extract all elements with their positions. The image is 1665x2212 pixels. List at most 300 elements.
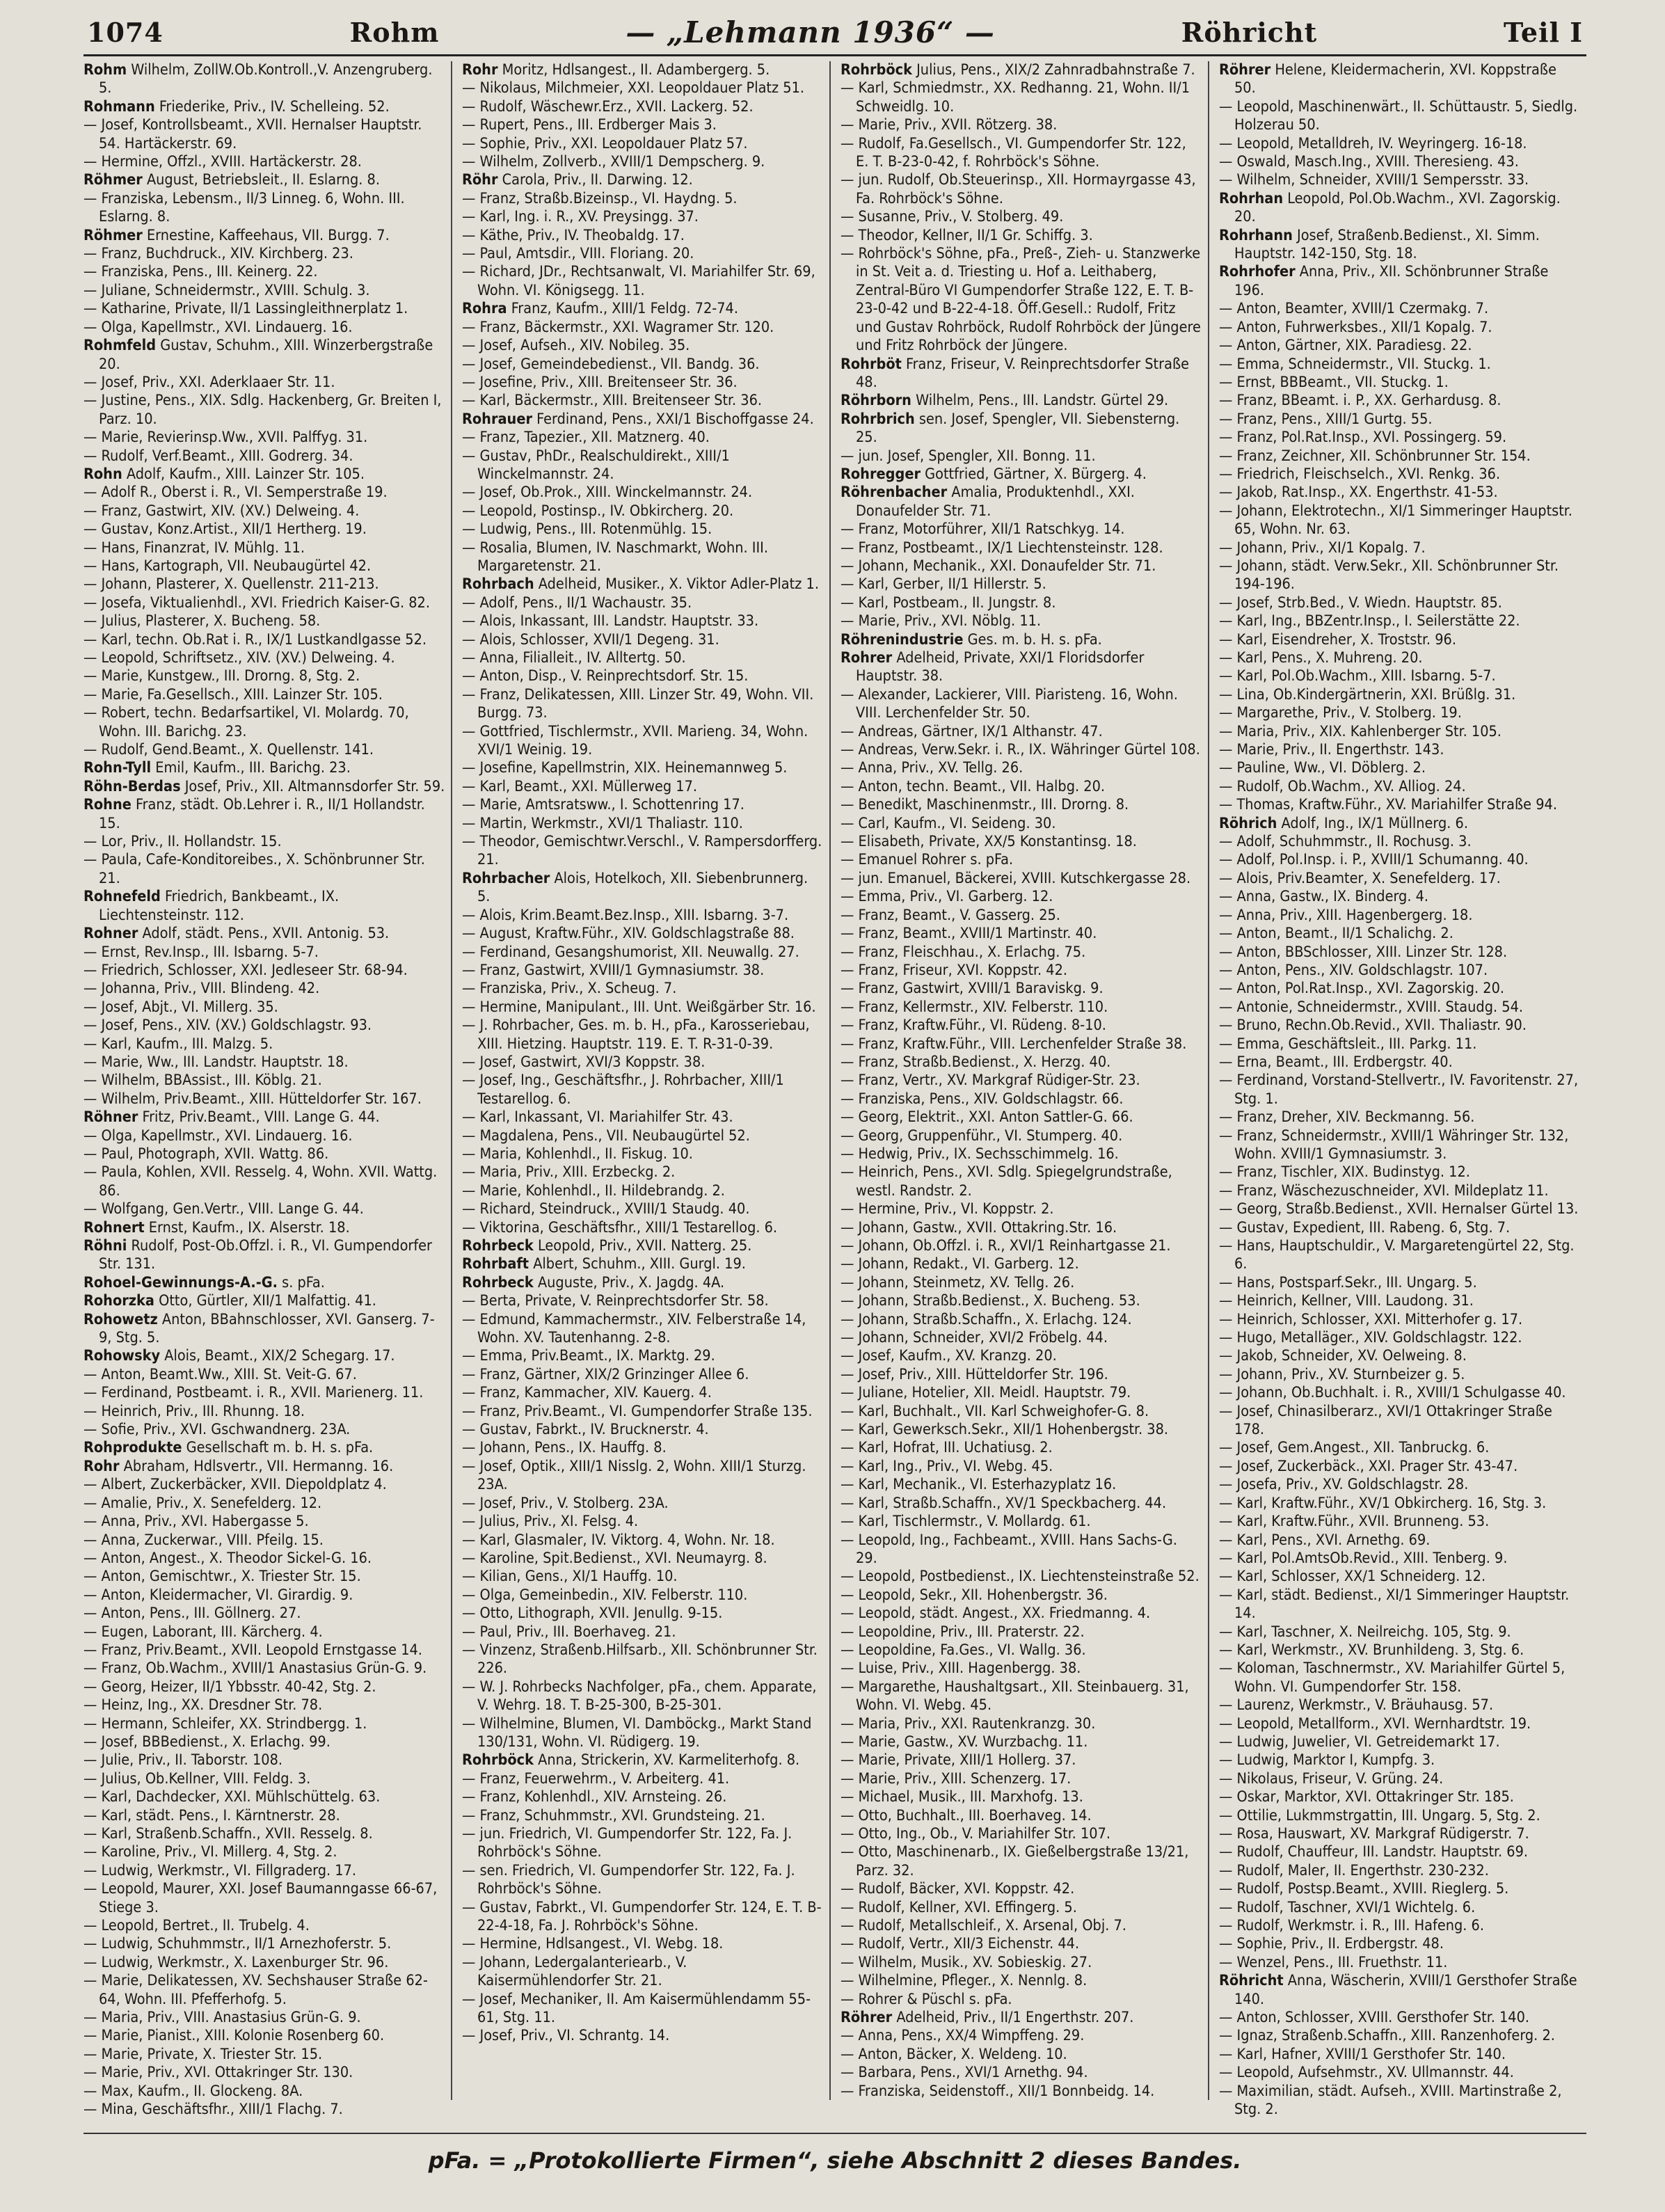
- directory-entry: Röhr Carola, Priv., II. Darwing. 12.: [462, 171, 693, 189]
- directory-entry: — Luise, Priv., XIII. Hagenbergg. 38.: [841, 1660, 1081, 1678]
- directory-entry: — Anton, Fuhrwerksbes., XII/1 Kopalg. 7.: [1219, 318, 1492, 336]
- directory-entry: — Franziska, Priv., X. Scheug. 7.: [462, 980, 677, 998]
- directory-entry: — Ludwig, Werkmstr., VI. Fillgraderg. 17.: [83, 1861, 357, 1879]
- directory-entry: — Marie, Priv., XIII. Schenzerg. 17.: [841, 1769, 1072, 1788]
- directory-entry: — Richard, Steindruck., XVIII/1 Staudg. 40.: [462, 1200, 750, 1218]
- directory-entry: — Maria, Priv., XXI. Rautenkranzg. 30.: [841, 1714, 1096, 1733]
- directory-entry: — Franz, Gastwirt, XIV. (XV.) Delweing. 4.: [83, 502, 360, 520]
- directory-entry: — Hermine, Hdlsangest., VI. Webg. 18.: [462, 1935, 724, 1953]
- directory-entry: — Theodor, Gemischtwr.Verschl., V. Rampersdorfferg. 21.: [462, 833, 827, 869]
- directory-entry: — Josef, Abjt., VI. Millerg. 35.: [83, 998, 278, 1016]
- directory-entry: — Barbara, Pens., XVI/1 Arnethg. 94.: [841, 2064, 1088, 2082]
- directory-entry: — Karl, Hafner, XVIII/1 Gersthofer Str. 140.: [1219, 2045, 1506, 2063]
- directory-entry: — Karl, Ing., BBZentr.Insp., I. Seilerstätte 22.: [1219, 612, 1520, 630]
- directory-entry: Rohrböck Julius, Pens., XIX/2 Zahnradbahnstraße 7.: [841, 61, 1195, 79]
- directory-entry: — Anton, Kleidermacher, VI. Girardig. 9.: [83, 1586, 353, 1604]
- directory-entry: — Franz, Pens., XIII/1 Gurtg. 55.: [1219, 410, 1433, 428]
- directory-entry: — Anton, Gärtner, XIX. Paradiesg. 22.: [1219, 337, 1472, 355]
- directory-entry: — Karl, Buchhalt., VII. Karl Schweighofer-G. 8.: [841, 1402, 1149, 1420]
- directory-entry: — Ludwig, Juwelier, VI. Getreidemarkt 17.: [1219, 1733, 1500, 1751]
- directory-entry: — Josefa, Priv., XV. Goldschlagstr. 28.: [1219, 1476, 1469, 1494]
- column-3: [841, 61, 1209, 2100]
- directory-entry: — Leopold, Bertret., II. Trubelg. 4.: [83, 1917, 310, 1935]
- directory-entry: — Sofie, Priv., XVI. Gschwandnerg. 23A.: [83, 1421, 351, 1439]
- directory-entry: — Josef, Priv., VI. Schrantg. 14.: [462, 2027, 670, 2045]
- directory-entry: — Josef, Optik., XIII/1 Nisslg. 2, Wohn. XIII/1 Sturzg. 23A.: [462, 1457, 811, 1494]
- directory-entry: — Ludwig, Schuhmmstr., II/1 Arnezhoferstr. 5.: [83, 1935, 392, 1953]
- directory-entry: — Karl, Mechanik., VI. Esterhazyplatz 16.: [841, 1476, 1117, 1494]
- directory-entry: — Franz, Buchdruck., XIV. Kirchberg. 23.: [83, 245, 353, 263]
- directory-entry: — Johann, Steinmetz, XV. Tellg. 26.: [841, 1273, 1075, 1291]
- directory-entry: — Bruno, Rechn.Ob.Revid., XVII. Thaliastr. 90.: [1219, 1017, 1527, 1035]
- directory-entry: — Julius, Plasterer, X. Bucheng. 58.: [83, 612, 321, 630]
- directory-entry: — Marie, Kohlenhdl., II. Hildebrandg. 2.: [462, 1181, 725, 1200]
- directory-columns: [83, 61, 1586, 2119]
- directory-entry: — Rudolf, Gend.Beamt., X. Quellenstr. 141.: [83, 741, 374, 759]
- header-right-word: Röhricht: [1181, 16, 1318, 48]
- directory-entry: — Wolfgang, Gen.Vertr., VIII. Lange G. 44.: [83, 1200, 364, 1218]
- directory-entry: — Jakob, Rat.Insp., XX. Engerthstr. 41-53.: [1219, 484, 1498, 502]
- page-header: [87, 14, 1583, 50]
- footer-note: pFa. = „Protokollierte Firmen“, siehe Abschnitt 2 dieses Bandes.: [428, 2147, 1242, 2174]
- directory-entry: — Josefine, Priv., XIII. Breitenseer Str. 36.: [462, 373, 738, 391]
- directory-entry: — Rupert, Pens., III. Erdberger Mais 3.: [462, 116, 717, 134]
- directory-entry: — Franz, Priv.Beamt., XVII. Leopold Ernstgasse 14.: [83, 1641, 422, 1659]
- directory-entry: — Rudolf, Verf.Beamt., XIII. Godrerg. 34.: [83, 447, 353, 465]
- directory-entry: — Emma, Geschäftsleit., III. Parkg. 11.: [1219, 1035, 1477, 1053]
- directory-entry: — Rudolf, Ob.Wachm., XV. Alliog. 24.: [1219, 777, 1466, 795]
- directory-entry: — Benedikt, Maschinenmstr., III. Drorng. 8.: [841, 796, 1129, 814]
- directory-entry: Rohorzka Otto, Gürtler, XII/1 Malfattig. 41.: [83, 1292, 376, 1310]
- directory-entry: — Karl, Straßenb.Schaffn., XVII. Resselg. 8.: [83, 1825, 373, 1843]
- directory-entry: — Alois, Schlosser, XVII/1 Degeng. 31.: [462, 630, 719, 649]
- directory-entry: Rohra Franz, Kaufm., XIII/1 Feldg. 72-74.: [462, 300, 738, 318]
- directory-entry: — Karl, Ing., Priv., VI. Webg. 45.: [841, 1457, 1053, 1475]
- section-label: Teil I: [1504, 16, 1583, 48]
- directory-entry: — Margarethe, Priv., V. Stolberg. 19.: [1219, 704, 1462, 722]
- directory-entry: — Franz, Tischler, XIX. Budinstyg. 12.: [1219, 1163, 1470, 1181]
- directory-entry: — Rudolf, Vertr., XII/3 Eichenstr. 44.: [841, 1935, 1080, 1953]
- directory-entry: — Franz, Straßb.Bizeinsp., VI. Haydng. 5.: [462, 189, 738, 207]
- directory-entry: — Rudolf, Taschner, XVI/1 Wichtelg. 6.: [1219, 1898, 1476, 1916]
- directory-entry: — Marie, Priv., II. Engerthstr. 143.: [1219, 741, 1444, 759]
- directory-entry: — Karl, Bäckermstr., XIII. Breitenseer Str. 36.: [462, 392, 763, 410]
- directory-entry: — Rudolf, Fa.Gesellsch., VI. Gumpendorfer Str. 122, E. T. B-23-0-42, f. Rohrböck's Söhne.: [841, 134, 1190, 171]
- directory-entry: — Josef, Priv., XIII. Hütteldorfer Str. 196.: [841, 1365, 1108, 1383]
- directory-entry: Rohnefeld Friedrich, Bankbeamt., IX. Liechtensteinstr. 112.: [83, 888, 344, 924]
- directory-entry: Rohr Moritz, Hdlsangest., II. Adambergerg. 5.: [462, 61, 770, 79]
- directory-entry: — Viktorina, Geschäftsfhr., XIII/1 Testarellog. 6.: [462, 1218, 778, 1236]
- directory-entry: — Rudolf, Postsp.Beamt., XVIII. Rieglerg. 5.: [1219, 1880, 1509, 1898]
- directory-entry: — Karl, Taschner, X. Neilreichg. 105, Stg. 9.: [1219, 1623, 1511, 1641]
- directory-entry: — Johann, Straßb.Bedienst., X. Bucheng. 53.: [841, 1292, 1140, 1310]
- directory-entry: — Rohrer & Püschl s. pFa.: [841, 1990, 1012, 2008]
- directory-entry: — Marie, Amtsratsww., I. Schottenring 17.: [462, 796, 744, 814]
- directory-entry: — Josef, Gem.Angest., XII. Tanbruckg. 6.: [1219, 1439, 1490, 1457]
- directory-entry: — Alois, Priv.Beamter, X. Senefelderg. 17.: [1219, 869, 1501, 887]
- directory-entry: — Margarethe, Haushaltgsart., XII. Steinbauerg. 31, Wohn. VI. Webg. 45.: [841, 1678, 1193, 1714]
- directory-entry: Röhrich Adolf, Ing., IX/1 Müllnerg. 6.: [1219, 814, 1468, 832]
- directory-entry: — Karl, Kraftw.Führ., XVII. Brunneng. 53.: [1219, 1513, 1490, 1531]
- directory-entry: — Hermine, Offzl., XVIII. Hartäckerstr. 28.: [83, 153, 362, 171]
- directory-entry: — Richard, JDr., Rechtsanwalt, VI. Mariahilfer Str. 69, Wohn. VI. Königsegg. 11.: [462, 263, 820, 299]
- directory-entry: Rohrbaft Albert, Schuhm., XIII. Gurgl. 19.: [462, 1255, 746, 1273]
- directory-entry: — Gustav, Fabrkt., IV. Brucknerstr. 4.: [462, 1421, 709, 1439]
- directory-entry: Rohner Adolf, städt. Pens., XVII. Antonig. 53.: [83, 925, 390, 943]
- directory-entry: — sen. Friedrich, VI. Gumpendorfer Str. 122, Fa. J. Rohrböck's Söhne.: [462, 1861, 799, 1898]
- directory-entry: — Franz, Delikatessen, XIII. Linzer Str. 49, Wohn. VII. Burgg. 73.: [462, 685, 818, 722]
- directory-entry: Röhner Fritz, Priv.Beamt., VIII. Lange G. 44.: [83, 1108, 380, 1127]
- directory-entry: — Leopold, Postbedienst., IX. Liechtensteinstraße 52.: [841, 1568, 1200, 1586]
- directory-entry: — Anton, Angest., X. Theodor Sickel-G. 16.: [83, 1549, 372, 1567]
- directory-entry: — Antonie, Schneidermstr., XVIII. Staudg. 54.: [1219, 998, 1524, 1016]
- directory-entry: Rohmfeld Gustav, Schuhm., XIII. Winzerbergstraße 20.: [83, 337, 438, 373]
- directory-entry: — Franz, Dreher, XIV. Beckmanng. 56.: [1219, 1108, 1475, 1127]
- directory-entry: — Franz, Kammacher, XIV. Kauerg. 4.: [462, 1384, 712, 1402]
- directory-entry: — Carl, Kaufm., VI. Seideng. 30.: [841, 814, 1056, 832]
- directory-entry: — Josef, Gastwirt, XVI/3 Koppstr. 38.: [462, 1053, 706, 1071]
- directory-entry: — Julius, Ob.Kellner, VIII. Feldg. 3.: [83, 1769, 311, 1788]
- directory-entry: Rohrhann Josef, Straßenb.Bedienst., XI. Simm. Hauptstr. 142-150, Stg. 18.: [1219, 226, 1545, 263]
- directory-entry: — Friedrich, Schlosser, XXI. Jedleseer Str. 68-94.: [83, 961, 408, 979]
- directory-entry: — Marie, Fa.Gesellsch., XIII. Lainzer Str. 105.: [83, 685, 383, 703]
- directory-entry: — Karl, städt. Bedienst., XI/1 Simmeringer Hauptstr. 14.: [1219, 1586, 1574, 1623]
- directory-entry: — Andreas, Gärtner, IX/1 Althanstr. 47.: [841, 722, 1103, 740]
- directory-entry: — Anton, techn. Beamt., VII. Halbg. 20.: [841, 777, 1106, 795]
- directory-entry: — Johann, Schneider, XVI/2 Fröbelg. 44.: [841, 1329, 1108, 1347]
- directory-entry: — Anton, Beamter, XVIII/1 Czermakg. 7.: [1219, 300, 1489, 318]
- directory-entry: — Oskar, Marktor, XVI. Ottakringer Str. 185.: [1219, 1788, 1514, 1806]
- directory-entry: — Rosalia, Blumen, IV. Naschmarkt, Wohn. III. Margaretenstr. 21.: [462, 539, 773, 575]
- directory-entry: — W. J. Rohrbecks Nachfolger, pFa., chem. Apparate, V. Wehrg. 18. T. B-25-300, B-25-301.: [462, 1678, 821, 1714]
- directory-entry: — Rudolf, Kellner, XVI. Effingerg. 5.: [841, 1898, 1077, 1916]
- directory-entry: — Karl, Schlosser, XX/1 Schneiderg. 12.: [1219, 1568, 1486, 1586]
- directory-entry: — Ferdinand, Gesangshumorist, XII. Neuwallg. 27.: [462, 943, 799, 961]
- directory-entry: — Anton, Bäcker, X. Weldeng. 10.: [841, 2045, 1067, 2063]
- header-divider: [83, 54, 1586, 56]
- directory-entry: Rohrauer Ferdinand, Pens., XXI/1 Bischoffgasse 24.: [462, 410, 814, 428]
- directory-entry: — Franz, Bäckermstr., XXI. Wagramer Str. 120.: [462, 318, 774, 336]
- directory-entry: — Paula, Kohlen, XVII. Resselg. 4, Wohn. XVII. Wattg. 86.: [83, 1163, 442, 1200]
- directory-entry: Röhmer Ernestine, Kaffeehaus, VII. Burgg. 7.: [83, 226, 390, 244]
- directory-entry: — Josef, BBBedienst., X. Erlachg. 99.: [83, 1733, 330, 1751]
- directory-entry: — Julius, Priv., XI. Felsg. 4.: [462, 1513, 639, 1531]
- directory-entry: — Karl, techn. Ob.Rat i. R., IX/1 Lustkandlgasse 52.: [83, 630, 427, 649]
- directory-entry: — Adolf R., Oberst i. R., VI. Semperstraße 19.: [83, 484, 388, 502]
- directory-entry: Rohrhan Leopold, Pol.Ob.Wachm., XVI. Zagorskig. 20.: [1219, 189, 1565, 226]
- directory-entry: — Karl, Schmiedmstr., XX. Redhanng. 21, Wohn. II/1 Schweidlg. 10.: [841, 79, 1195, 116]
- directory-entry: — Georg, Elektrit., XXI. Anton Sattler-G. 66.: [841, 1108, 1133, 1127]
- directory-entry: — Franz, Motorführer, XII/1 Ratschkyg. 14.: [841, 520, 1125, 539]
- directory-entry: — Josef, Priv., XXI. Aderklaaer Str. 11.: [83, 373, 335, 391]
- directory-entry: — Adolf, Schuhmmstr., II. Rochusg. 3.: [1219, 833, 1472, 851]
- directory-entry: — Karl, Gerber, II/1 Hillerstr. 5.: [841, 575, 1046, 594]
- page-number: 1074: [87, 16, 164, 48]
- directory-entry: — Karl, Kaufm., III. Malzg. 5.: [83, 1035, 273, 1053]
- directory-entry: Röhmer August, Betriebsleit., II. Eslarng. 8.: [83, 171, 380, 189]
- directory-entry: Röhn-Berdas Josef, Priv., XII. Altmannsdorfer Str. 59.: [83, 777, 445, 795]
- directory-entry: — Amalie, Priv., X. Senefelderg. 12.: [83, 1494, 322, 1512]
- directory-entry: Röhrer Helene, Kleidermacherin, XVI. Koppstraße 50.: [1219, 61, 1561, 97]
- directory-entry: — Franziska, Seidenstoff., XII/1 Bonnbeidg. 14.: [841, 2082, 1155, 2100]
- directory-entry: — Josef, Priv., V. Stolberg. 23A.: [462, 1494, 669, 1512]
- directory-entry: — Ignaz, Straßenb.Schaffn., XIII. Ranzenhoferg. 2.: [1219, 2027, 1555, 2045]
- directory-entry: — Anton, Pens., XIV. Goldschlagstr. 107.: [1219, 961, 1488, 979]
- directory-entry: — Marie, Delikatessen, XV. Sechshauser Straße 62-64, Wohn. III. Pfefferhofg. 5.: [83, 1972, 428, 2008]
- directory-entry: — Käthe, Priv., IV. Theobaldg. 17.: [462, 226, 685, 244]
- directory-entry: — Anton, Gemischtwr., X. Triester Str. 15.: [83, 1568, 361, 1586]
- directory-entry: — Josef, Ob.Prok., XIII. Winckelmannstr. 24.: [462, 484, 753, 502]
- column-4: [1219, 61, 1586, 2119]
- directory-entry: — Ferdinand, Vorstand-Stellvertr., IV. Favoritenstr. 27, Stg. 1.: [1219, 1072, 1583, 1108]
- directory-entry: — Maria, Kohlenhdl., II. Fiskug. 10.: [462, 1145, 693, 1163]
- directory-entry: — Wenzel, Pens., III. Fruethstr. 11.: [1219, 1953, 1448, 1971]
- directory-entry: — Eugen, Laborant, III. Kärcherg. 4.: [83, 1623, 323, 1641]
- directory-entry: — Marie, Private, XIII/1 Hollerg. 37.: [841, 1751, 1076, 1769]
- directory-entry: — Franziska, Lebensm., II/3 Linneg. 6, Wohn. III. Eslarng. 8.: [83, 189, 409, 226]
- directory-entry: Rohrbeck Leopold, Priv., XVII. Natterg. 25.: [462, 1237, 752, 1255]
- directory-entry: — Otto, Buchhalt., III. Boerhaveg. 14.: [841, 1806, 1092, 1824]
- directory-entry: — Karoline, Priv., VI. Millerg. 4, Stg. 2.: [83, 1843, 337, 1861]
- directory-entry: — Karl, städt. Pens., I. Kärntnerstr. 28.: [83, 1806, 340, 1824]
- directory-entry: — Karl, Inkassant, VI. Mariahilfer Str. 43.: [462, 1108, 733, 1127]
- directory-entry: — Elisabeth, Private, XX/5 Konstantinsg. 18.: [841, 833, 1137, 851]
- directory-entry: — Emma, Priv.Beamt., IX. Marktg. 29.: [462, 1347, 715, 1365]
- directory-entry: — Otto, Lithograph, XVII. Jenullg. 9-15.: [462, 1605, 723, 1623]
- directory-entry: — Juliane, Schneidermstr., XVIII. Schulg. 3.: [83, 281, 370, 299]
- directory-entry: — Franz, Vertr., XV. Markgraf Rüdiger-Str. 23.: [841, 1072, 1140, 1090]
- directory-entry: — Wilhelm, Priv.Beamt., XIII. Hütteldorfer Str. 167.: [83, 1090, 422, 1108]
- directory-entry: — Franz, Feuerwehrm., V. Arbeiterg. 41.: [462, 1769, 730, 1788]
- directory-entry: Rohoel-Gewinnungs-A.-G. s. pFa.: [83, 1273, 325, 1291]
- directory-entry: — Karl, Straßb.Schaffn., XV/1 Speckbacherg. 44.: [841, 1494, 1167, 1512]
- directory-entry: — Jakob, Schneider, XV. Oelweing. 8.: [1219, 1347, 1467, 1365]
- directory-entry: — Martin, Werkmstr., XVI/1 Thaliastr. 110.: [462, 814, 743, 832]
- directory-entry: — J. Rohrbacher, Ges. m. b. H., pFa., Karosseriebau, XIII. Hietzing. Hauptstr. 119. E. T. R-31-0-39.: [462, 1017, 814, 1053]
- directory-entry: — Karl, Tischlermstr., V. Mollardg. 61.: [841, 1513, 1091, 1531]
- directory-entry: — Andreas, Verw.Sekr. i. R., IX. Währinger Gürtel 108.: [841, 741, 1200, 759]
- directory-entry: — Franz, Friseur, XVI. Koppstr. 42.: [841, 961, 1068, 979]
- directory-entry: Rohn Adolf, Kaufm., XIII. Lainzer Str. 105.: [83, 465, 365, 483]
- directory-entry: — Robert, techn. Bedarfsartikel, VI. Molardg. 70, Wohn. III. Barichg. 23.: [83, 704, 413, 740]
- directory-entry: — Hugo, Metalläger., XIV. Goldschlagstr. 122.: [1219, 1329, 1522, 1347]
- directory-entry: — Karoline, Spit.Bedienst., XVI. Neumayrg. 8.: [462, 1549, 767, 1567]
- directory-entry: — Hermine, Manipulant., III. Unt. Weißgärber Str. 16.: [462, 998, 816, 1016]
- directory-entry: — Johann, Straßb.Schaffn., X. Erlachg. 124.: [841, 1310, 1132, 1328]
- directory-entry: Rohrhofer Anna, Priv., XII. Schönbrunner Straße 196.: [1219, 263, 1553, 299]
- directory-entry: — Karl, Eisendreher, X. Troststr. 96.: [1219, 630, 1456, 649]
- directory-entry: — Karl, Ing. i. R., XV. Preysingg. 37.: [462, 208, 699, 226]
- directory-entry: — jun. Rudolf, Ob.Steuerinsp., XII. Hormayrgasse 43, Fa. Rohrböck's Söhne.: [841, 171, 1200, 207]
- directory-entry: Rohnert Ernst, Kaufm., IX. Alserstr. 18.: [83, 1218, 350, 1236]
- directory-entry: — Koloman, Taschnermstr., XV. Mariahilfer Gürtel 5, Wohn. VI. Gumpendorfer Str. 158.: [1219, 1660, 1570, 1696]
- directory-entry: Rohrer Adelheid, Private, XXI/1 Floridsdorfer Hauptstr. 38.: [841, 649, 1149, 685]
- directory-entry: Rohmann Friederike, Priv., IV. Schelleing. 52.: [83, 97, 390, 116]
- directory-entry: — Karl, Gewerksch.Sekr., XII/1 Hohenbergstr. 38.: [841, 1421, 1169, 1439]
- directory-entry: — Hans, Kartograph, VII. Neubaugürtel 42.: [83, 557, 372, 575]
- directory-entry: — Franz, Beamt., V. Gasserg. 25.: [841, 906, 1060, 924]
- directory-entry: — Maria, Priv., XIII. Erzbeckg. 2.: [462, 1163, 676, 1181]
- directory-entry: — Alois, Inkassant, III. Landstr. Hauptstr. 33.: [462, 612, 759, 630]
- directory-entry: — Franziska, Pens., XIV. Goldschlagstr. 66.: [841, 1090, 1124, 1108]
- directory-entry: — Karl, Glasmaler, IV. Viktorg. 4, Wohn. Nr. 18.: [462, 1531, 775, 1549]
- directory-entry: — Franz, Beamt., XVIII/1 Martinstr. 40.: [841, 925, 1097, 943]
- directory-entry: Röhricht Anna, Wäscherin, XVIII/1 Gersthofer Straße 140.: [1219, 1972, 1582, 2008]
- directory-entry: — Pauline, Ww., VI. Döblerg. 2.: [1219, 759, 1426, 777]
- directory-entry: — Marie, Revierinsp.Ww., XVII. Palffyg. 31.: [83, 429, 368, 447]
- directory-entry: — Heinrich, Pens., XVI. Sdlg. Spiegelgrundstraße, westl. Randstr. 2.: [841, 1163, 1177, 1200]
- directory-entry: — Leopold, Schriftsetz., XIV. (XV.) Delweing. 4.: [83, 649, 395, 667]
- directory-entry: — Franz, Zeichner, XII. Schönbrunner Str. 154.: [1219, 447, 1531, 465]
- directory-entry: — Franz, Priv.Beamt., VI. Gumpendorfer Straße 135.: [462, 1402, 813, 1420]
- directory-entry: — Georg, Straßb.Bedienst., XVII. Hernalser Gürtel 13.: [1219, 1200, 1579, 1218]
- directory-entry: — Nikolaus, Friseur, V. Grüng. 24.: [1219, 1769, 1444, 1788]
- directory-entry: — jun. Friedrich, VI. Gumpendorfer Str. 122, Fa. J. Rohrböck's Söhne.: [462, 1825, 797, 1861]
- directory-entry: — Johann, Gastw., XVII. Ottakring.Str. 16.: [841, 1218, 1117, 1236]
- page-title: — „Lehmann 1936“ —: [626, 15, 995, 49]
- directory-entry: Rohrbrich sen. Josef, Spengler, VII. Siebensterng. 25.: [841, 410, 1184, 447]
- directory-entry: — Leopold, städt. Angest., XX. Friedmanng. 4.: [841, 1605, 1151, 1623]
- directory-entry: — Friedrich, Fleischselch., XVI. Renkg. 36.: [1219, 465, 1501, 483]
- directory-entry: — Anton, Pens., III. Göllnerg. 27.: [83, 1605, 301, 1623]
- directory-entry: — Oswald, Masch.Ing., XVIII. Theresieng. 43.: [1219, 153, 1519, 171]
- directory-entry: Röhni Rudolf, Post-Ob.Offzl. i. R., VI. Gumpendorfer Str. 131.: [83, 1237, 437, 1273]
- directory-entry: — Gustav, PhDr., Realschuldirekt., XIII/1 Winckelmannstr. 24.: [462, 447, 734, 483]
- directory-entry: — Ferdinand, Postbeamt. i. R., XVII. Marienerg. 11.: [83, 1384, 424, 1402]
- directory-entry: — Anton, BBSchlosser, XIII. Linzer Str. 128.: [1219, 943, 1508, 961]
- directory-entry: — Leopold, Metalldreh, IV. Weyringerg. 16-18.: [1219, 134, 1527, 152]
- directory-entry: — Olga, Gemeinbedin., XIV. Felberstr. 110.: [462, 1586, 748, 1604]
- directory-entry: — Adolf, Pol.Insp. i. P., XVIII/1 Schumanng. 40.: [1219, 851, 1529, 869]
- directory-entry: Rohne Franz, städt. Ob.Lehrer i. R., II/1 Hollandstr. 15.: [83, 796, 429, 832]
- directory-entry: — Johann, städt. Verw.Sekr., XII. Schönbrunner Str. 194-196.: [1219, 557, 1563, 594]
- directory-entry: — Juliane, Hotelier, XII. Meidl. Hauptstr. 79.: [841, 1384, 1131, 1402]
- directory-entry: — Erna, Beamt., III. Erdbergstr. 40.: [1219, 1053, 1453, 1071]
- directory-entry: — Paul, Amtsdir., VIII. Floriang. 20.: [462, 245, 694, 263]
- directory-entry: Rohrbeck Auguste, Priv., X. Jagdg. 4A.: [462, 1273, 725, 1291]
- directory-entry: — Hermann, Schleifer, XX. Strindbergg. 1.: [83, 1714, 367, 1733]
- directory-entry: — Rudolf, Metallschleif., X. Arsenal, Obj. 7.: [841, 1917, 1126, 1935]
- directory-entry: — Alexander, Lackierer, VIII. Piaristeng. 16, Wohn. VIII. Lerchenfelder Str. 50.: [841, 685, 1183, 722]
- directory-entry: — Georg, Heizer, II/1 Ybbsstr. 40-42, Stg. 2.: [83, 1678, 376, 1696]
- directory-entry: Röhrer Adelheid, Priv., II/1 Engerthstr. 207.: [841, 2009, 1134, 2027]
- directory-entry: — Franziska, Pens., III. Keinerg. 22.: [83, 263, 318, 281]
- directory-entry: — Franz, Tapezier., XII. Matznerg. 40.: [462, 429, 710, 447]
- directory-entry: — Franz, Kohlenhdl., XIV. Arnsteing. 26.: [462, 1788, 727, 1806]
- directory-entry: — Rosa, Hauswart, XV. Markgraf Rüdigerstr. 7.: [1219, 1825, 1529, 1843]
- directory-entry: — Emanuel Rohrer s. pFa.: [841, 851, 1014, 869]
- directory-entry: — Rohrböck's Söhne, pFa., Preß-, Zieh- u. Stanzwerke in St. Veit a. d. Triesting u. Hof a. Leithaberg, Zentral-Büro VI Gumpendorfer Straße 122, E. T. B-23-0-42 und B-22-4-18. Öff.Gesell.: Rudolf, Fritz und Gustav Rohrböck, Rudolf Rohrböck der Jüngere und Fritz Rohrböck der Jüngere.: [841, 245, 1206, 355]
- directory-entry: — Karl, Beamt., XXI. Müllerweg 17.: [462, 777, 698, 795]
- directory-entry: — Karl, Pens., XVI. Arnethg. 69.: [1219, 1531, 1431, 1549]
- directory-entry: — Karl, Kraftw.Führ., XV/1 Obkircherg. 16, Stg. 3.: [1219, 1494, 1547, 1512]
- directory-entry: — Leopold, Metallform., XVI. Wernhardtstr. 19.: [1219, 1714, 1531, 1733]
- directory-entry: — Josef, Zuckerbäck., XXI. Prager Str. 43-47.: [1219, 1457, 1518, 1475]
- directory-entry: — Michael, Musik., III. Marxhofg. 13.: [841, 1788, 1083, 1806]
- directory-entry: — Franz, Schuhmmstr., XVI. Grundsteing. 21.: [462, 1806, 765, 1824]
- directory-entry: — Berta, Private, V. Reinprechtsdorfer Str. 58.: [462, 1292, 769, 1310]
- directory-entry: — Maria, Priv., XIX. Kahlenberger Str. 105.: [1219, 722, 1501, 740]
- directory-entry: — Susanne, Priv., V. Stolberg. 49.: [841, 208, 1064, 226]
- directory-entry: — Franz, Schneidermstr., XVIII/1 Währinger Str. 132, Wohn. XVIII/1 Gymnasiumstr. 3.: [1219, 1127, 1573, 1163]
- directory-entry: — Marie, Priv., XVI. Ottakringer Str. 130.: [83, 2064, 353, 2082]
- directory-entry: — Emma, Schneidermstr., VII. Stuckg. 1.: [1219, 355, 1491, 373]
- directory-entry: — Anna, Gastw., IX. Binderg. 4.: [1219, 888, 1429, 906]
- directory-entry: — Otto, Maschinenarb., IX. Gießelbergstraße 13/21, Parz. 32.: [841, 1843, 1193, 1879]
- directory-entry: — Alois, Krim.Beamt.Bez.Insp., XIII. Isbarng. 3-7.: [462, 906, 789, 924]
- directory-entry: — Hans, Postsparf.Sekr., III. Ungarg. 5.: [1219, 1273, 1477, 1291]
- directory-entry: Rohrböt Franz, Friseur, V. Reinprechtsdorfer Straße 48.: [841, 355, 1194, 391]
- directory-entry: — Leopoldine, Fa.Ges., VI. Wallg. 36.: [841, 1641, 1086, 1659]
- directory-entry: — Edmund, Kammachermstr., XIV. Felberstraße 14, Wohn. XV. Tautenhanng. 2-8.: [462, 1310, 811, 1347]
- directory-entry: — Justine, Pens., XIX. Sdlg. Hackenberg, Gr. Breiten I, Parz. 10.: [83, 392, 446, 428]
- directory-entry: — Maximilian, städt. Aufseh., XVIII. Martinstraße 2, Stg. 2.: [1219, 2082, 1566, 2119]
- directory-entry: Rohr Abraham, Hdlsvertr., VII. Hermanng. 16.: [83, 1457, 394, 1475]
- directory-entry: — Max, Kaufm., II. Glockeng. 8A.: [83, 2082, 303, 2100]
- directory-entry: — Franz, Pol.Rat.Insp., XVI. Possingerg. 59.: [1219, 429, 1507, 447]
- directory-entry: — Marie, Priv., XVII. Rötzerg. 38.: [841, 116, 1058, 134]
- directory-entry: — Josef, Kaufm., XV. Kranzg. 20.: [841, 1347, 1057, 1365]
- directory-entry: — Olga, Kapellmstr., XVI. Lindauerg. 16.: [83, 1127, 353, 1145]
- directory-entry: — Anna, Zuckerwar., VIII. Pfeilg. 15.: [83, 1531, 324, 1549]
- directory-entry: — Franz, Kraftw.Führ., VI. Rüdeng. 8-10.: [841, 1017, 1106, 1035]
- directory-entry: — Karl, Pens., X. Muhreng. 20.: [1219, 649, 1423, 667]
- directory-entry: — Johanna, Priv., VIII. Blindeng. 42.: [83, 980, 320, 998]
- directory-entry: — Leopold, Sekr., XII. Hohenbergstr. 36.: [841, 1586, 1108, 1604]
- directory-entry: — Rudolf, Werkmstr. i. R., III. Hafeng. 6.: [1219, 1917, 1484, 1935]
- footer-divider: [83, 2133, 1586, 2134]
- directory-entry: — Johann, Pens., IX. Hauffg. 8.: [462, 1439, 667, 1457]
- directory-entry: — Anton, Beamt.Ww., XIII. St. Veit-G. 67.: [83, 1365, 357, 1383]
- directory-entry: — Heinrich, Schlosser, XXI. Mitterhofer g. 17.: [1219, 1310, 1523, 1328]
- directory-entry: — Leopold, Ing., Fachbeamt., XVIII. Hans Sachs-G. 29.: [841, 1531, 1182, 1567]
- directory-entry: — Rudolf, Wäschewr.Erz., XVII. Lackerg. 52.: [462, 97, 754, 116]
- directory-entry: — Karl, Pol.Ob.Wachm., XIII. Isbarng. 5-7.: [1219, 667, 1496, 685]
- directory-entry: — Lina, Ob.Kindergärtnerin, XXI. Brüßlg. 31.: [1219, 685, 1516, 703]
- directory-entry: — Johann, Elektrotechn., XI/1 Simmeringer Hauptstr. 65, Wohn. Nr. 63.: [1219, 502, 1577, 539]
- directory-entry: — Ernst, Rev.Insp., III. Isbarng. 5-7.: [83, 943, 319, 961]
- directory-entry: — Josef, Gemeindebedienst., VII. Bandg. 36.: [462, 355, 760, 373]
- directory-entry: — Anna, Filialleit., IV. Alltertg. 50.: [462, 649, 686, 667]
- directory-entry: — Georg, Gruppenführ., VI. Stumperg. 40.: [841, 1127, 1123, 1145]
- directory-entry: — Gottfried, Tischlermstr., XVII. Marieng. 34, Wohn. XVI/1 Weinig. 19.: [462, 722, 813, 759]
- directory-entry: — Josefine, Kapellmstrin, XIX. Heinemannweg 5.: [462, 759, 788, 777]
- directory-entry: Rohowsky Alois, Beamt., XIX/2 Schegarg. 17.: [83, 1347, 395, 1365]
- directory-entry: — Franz, Gärtner, XIX/2 Grinzinger Allee 6.: [462, 1365, 749, 1383]
- directory-entry: — jun. Emanuel, Bäckerei, XVIII. Kutschkergasse 28.: [841, 869, 1191, 887]
- directory-entry: — Karl, Dachdecker, XXI. Mühlschüttelg. 63.: [83, 1788, 381, 1806]
- directory-entry: Rohn-Tyll Emil, Kaufm., III. Barichg. 23.: [83, 759, 351, 777]
- directory-entry: — Wilhelm, Musik., XV. Sobieskig. 27.: [841, 1953, 1092, 1971]
- directory-entry: — Rudolf, Maler, II. Engerthstr. 230-232.: [1219, 1861, 1489, 1879]
- directory-entry: — Josefa, Viktualienhdl., XVI. Friedrich Kaiser-G. 82.: [83, 594, 430, 612]
- directory-entry: — Emma, Priv., VI. Garberg. 12.: [841, 888, 1053, 906]
- directory-entry: — Marie, Private, X. Triester Str. 15.: [83, 2045, 323, 2063]
- directory-entry: — Marie, Pianist., XIII. Kolonie Rosenberg 60.: [83, 2027, 385, 2045]
- directory-entry: — Wilhelm, Zollverb., XVIII/1 Dempscherg. 9.: [462, 153, 765, 171]
- directory-entry: — Leopold, Maschinenwärt., II. Schüttaustr. 5, Siedlg. Holzerau 50.: [1219, 97, 1582, 134]
- directory-entry: — Ludwig, Werkmstr., X. Laxenburger Str. 96.: [83, 1953, 389, 1971]
- directory-entry: — Anna, Priv., XV. Tellg. 26.: [841, 759, 1023, 777]
- directory-entry: Rohrbach Adelheid, Musiker., X. Viktor Adler-Platz 1.: [462, 575, 819, 594]
- directory-entry: — Josef, Pens., XIV. (XV.) Goldschlagstr. 93.: [83, 1017, 372, 1035]
- directory-entry: — Johann, Plasterer, X. Quellenstr. 211-213.: [83, 575, 379, 594]
- directory-entry: — Johann, Ledergalanteriearb., V. Kaisermühlendorfer Str. 21.: [462, 1953, 692, 1990]
- directory-entry: — Josef, Aufseh., XIV. Nobileg. 35.: [462, 337, 690, 355]
- directory-entry: — Kilian, Gens., XI/1 Hauffg. 10.: [462, 1568, 678, 1586]
- directory-entry: Rohowetz Anton, BBahnschlosser, XVI. Ganserg. 7-9, Stg. 5.: [83, 1310, 435, 1347]
- directory-entry: Rohregger Gottfried, Gärtner, X. Bürgerg. 4.: [841, 465, 1147, 483]
